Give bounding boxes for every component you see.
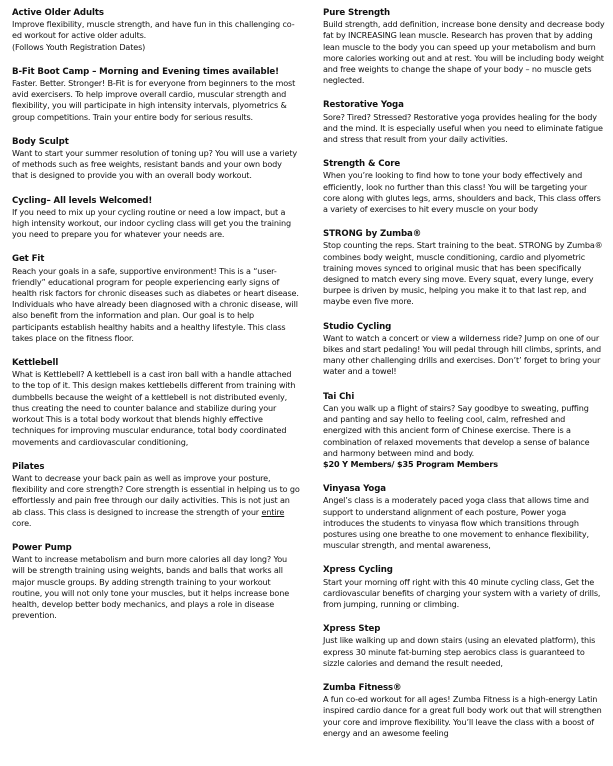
class-entry [323,159,605,215]
class-description [12,473,300,529]
class-description: Want to increase metabolism and burn more calories all day long? You will be strength training using weights, bands and balls that works all major muscle groups. By adding strength training to your workout routine, you will not only tone your muscles, but it helps increase bone health, develop better body mechanics, and plays a role in disease prevention. [12,554,290,621]
class-entry [323,100,605,145]
class-description: Angel’s class is a moderately paced yoga class that allows time and support to understand alignment of each posture, Power yoga introduces the students to vinyasa flow which transitions through postures using one breathe to one movement to enhance flexibility, muscular strength, and mental awareness, [323,495,589,551]
class-title: Xpress Step [323,624,381,635]
class-entry [323,565,605,610]
class-description: Want to watch a concert or view a wilderness ride? Jump on one of our bikes and start pedaling! You will pedal through hill climbs, sprints, and many other challenging drills and exercises. Don’t’ forget to bring your water and a towel! [323,332,601,377]
emphasis-underline: entire [261,506,285,517]
class-description-text: Want to decrease your back pain as well as improve your posture, flexibility and core strength? Core strength is essential in helping us to go effortlessly and pain free through our daily activities. This is not just an ab class. This class is designed to increase the strength of your [12,472,300,517]
class-description: Start your morning off right with this 40 minute cycling class, Get the cardiovascular benefits of charging your system with a variety of drills, from jumping, running or climbing. [323,576,601,609]
class-entry [323,392,605,470]
class-description: When you’re looking to find how to tone your body effectively and efficiently, look no further than this class! You will be targeting your core along with glutes legs, arms, shoulders and back, This class offers a variety of exercises to hit every muscle on your body [323,170,601,215]
class-entry [323,229,605,307]
class-description: Want to start your summer resolution of toning up? You will use a variety of methods such as free weights, resistant bands and your own body that is designed to provide you with an overall body workout. [12,148,298,181]
class-description: Just like walking up and down stairs (using an elevated platform), this express 30 minute fat-burning step aerobics class is guaranteed to sizzle calories and demand the result needed, [323,635,596,668]
class-description: What is Kettlebell? A kettlebell is a cast iron ball with a handle attached to the top of it. This design makes kettlebells different from training with dumbbells because the weight of a kettlebell is not distributed evenly, thus creating the need to counter balance and stabilize during your workout This is a total body workout that blends highly effective techniques for improving muscular endurance, total body coordinated movements and cardiovascular conditioning, [12,369,296,447]
class-entry [323,624,605,669]
class-entry [323,322,605,378]
class-entry [12,8,300,53]
right-column [323,8,605,753]
class-description: If you need to mix up your cycling routine or need a low impact, but a high intensity workout, our indoor cycling class will get you the training you need to prepare you for whatever your needs are. [12,206,291,240]
class-entry [323,8,605,86]
class-description: Reach your goals in a safe, supportive environment! This is a “user-friendly” educational program for people experiencing early signs of health risk factors for chronic diseases such as diabetes or heart disease. Individuals who have already been diagnosed with a chronic disease, will also benefit from the information and plan. Our goal is to help participants establish healthy habits and a healthy lifestyle. This class takes place on the fitness floor. [12,265,299,343]
price-line: $20 Y Members/ $35 Program Members [323,458,498,469]
class-description: A fun co-ed workout for all ages! Zumba Fitness is a high-energy Latin inspired cardio dance for a great full body work out that will strengthen your core and improve flexibility. You’ll leave the class with a boost of energy and an awesome feeling [323,694,602,738]
class-description: Stop counting the reps. Start training to the beat. STRONG by Zumba® combines body weight, muscle conditioning, cardio and plyometric training moves synced to original music that has been specifically designed to match every sing move. Every squat, every lunge, every burpee is driven by music, helping you make it to that last rep, and maybe even five more. [323,240,603,307]
class-entry [323,683,605,739]
left-column [12,8,300,635]
class-description: Can you walk up a flight of stairs? Say goodbye to sweating, puffing and panting and say hello to feeling cool, calm, refreshed and energized with this ancient form of Chinese exercise. There is a combination of relaxed movements that develop a sense of balance and harmony between mind and body. [323,402,590,458]
class-title: Xpress Cycling [323,565,393,576]
class-title: B-Fit Boot Camp – Morning and Evening times available! [12,66,279,77]
class-title: STRONG by Zumba® [323,229,422,240]
class-description: Build strength, add definition, increase bone density and decrease body fat by INCREASING lean muscle. Research has proven that by adding lean muscle to the body you can speed up your metabolism and burn more calories working out and at rest. You will be including body weight and free weights to change the shape of your body – no muscle gets neglected. [323,19,605,86]
class-title: Restorative Yoga [323,100,404,111]
class-title: Cycling– All levels Welcomed! [12,195,153,206]
class-entry [12,196,300,241]
class-title: Kettlebell [12,358,59,369]
class-description: Faster. Better. Stronger! B-Fit is for everyone from beginners to the most avid exercisers. To help improve overall cardio, muscular strength and flexibility, you will participate in high intensity intervals, plyometrics & group competitions. Train your entire body for serious results. [12,78,296,122]
class-title: Tai Chi [323,391,355,402]
class-title: Zumba Fitness® [323,682,402,693]
class-entry [12,462,300,529]
class-description-tail: core. [12,517,32,528]
class-title: Pilates [12,461,45,472]
class-title: Body Sculpt [12,136,69,147]
class-title: Get Fit [12,254,45,265]
class-entry [12,67,300,123]
class-title: Strength & Core [323,159,401,170]
class-title: Studio Cycling [323,321,392,332]
class-note: (Follows Youth Registration Dates) [12,41,146,52]
class-title: Active Older Adults [12,8,104,18]
class-entry [12,543,300,621]
class-entry [12,254,300,344]
class-description: Improve flexibility, muscle strength, and have fun in this challenging co-ed workout for active older adults. [12,19,295,41]
class-title: Vinyasa Yoga [323,484,386,495]
class-entry [12,137,300,182]
class-entry [323,484,605,551]
class-entry [12,358,300,448]
class-description: Sore? Tired? Stressed? Restorative yoga provides healing for the body and the mind. It is especially useful when you need to eliminate fatigue and stress that result from your daily activities. [323,111,603,145]
class-title: Power Pump [12,542,72,553]
class-title: Pure Strength [323,8,391,18]
